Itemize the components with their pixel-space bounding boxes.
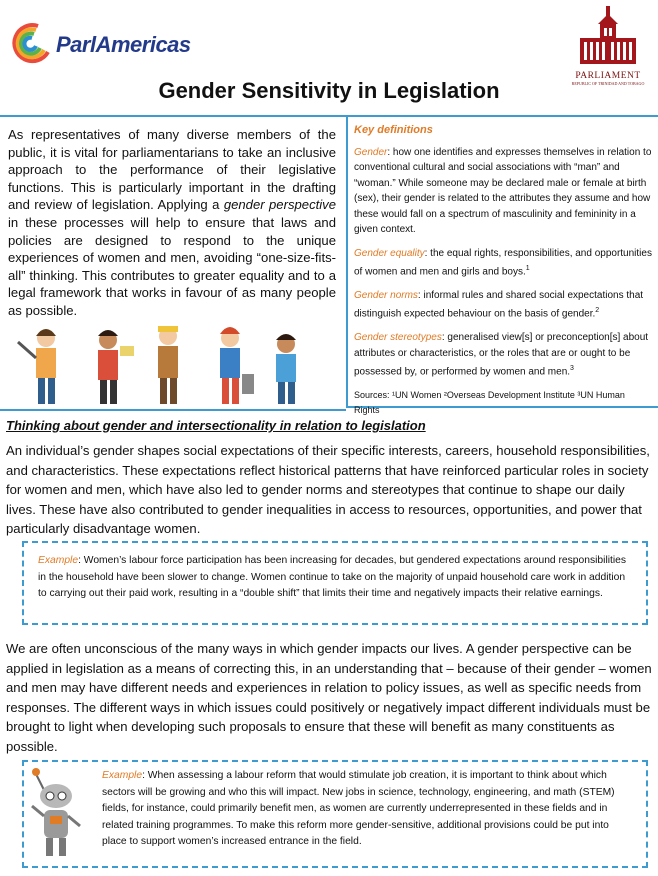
definition-text: : informal rules and shared social expectations that distinguish expected behaviour on the basis of gender. bbox=[354, 289, 644, 320]
footnote-marker: 3 bbox=[570, 365, 574, 373]
intro-part1: As representatives of many diverse members of the public, it is vital for parliamentarians to take an inclusive approach to the performance of their legislative functions. This is particularly important in the drafting and review of legislation. Applying a bbox=[8, 127, 336, 213]
definition-gender bbox=[354, 145, 652, 238]
definition-text: : the equal rights, responsibilities, and opportunities of women and men and girls and boys. bbox=[354, 247, 652, 278]
key-definitions-panel bbox=[346, 117, 658, 416]
section-paragraph-1: An individual’s gender shapes social expectations of their specific interests, careers, household responsibilities, and characteristics. These expectations reflect historical patterns that have reinforced particular roles in society for women and men, which have also led to gender norms and stereotypes that continue to shape our daily lives. These have also contributed to gender inequalities in access to resources, opportunities, and power that particularly disadvantage women. bbox=[6, 443, 650, 536]
definition-term: Gender norms bbox=[354, 289, 418, 301]
intro-emphasis: gender perspective bbox=[223, 197, 336, 213]
workers-illustration bbox=[8, 318, 338, 410]
definition-sources: Sources: ¹UN Women ²Overseas Development Institute ³UN Human Rights bbox=[354, 389, 625, 416]
definition-gender-norms bbox=[354, 288, 652, 322]
parlamericas-logo bbox=[8, 18, 208, 68]
section-heading: Thinking about gender and intersectionality in relation to legislation bbox=[6, 418, 426, 433]
intro-part2: in these processes will help to ensure that laws and policies are designed to respond to the unique experiences of women and men, avoiding “one-size-fits-all” thinking. This contributes to greater equality and to a legal framework that works in favour of as many people as possible. bbox=[8, 214, 336, 318]
footnote-marker: 1 bbox=[525, 265, 530, 272]
robot-icon bbox=[26, 766, 86, 862]
example-text: : Women’s labour force participation has been increasing for decades, but gendered expectations around responsibilities in the household have been slower to change. Women continue to take on the majority of unpaid household care work in addition to carrying out their paid work, resulting in a “double shift” that limits their time and negatively impacts their relative earnings. bbox=[38, 555, 627, 599]
example-box-2 bbox=[22, 760, 648, 868]
definition-term: Gender equality bbox=[354, 247, 425, 259]
section-paragraph-2: We are often unconscious of the many ways in which gender impacts our lives. A gender perspective can be applied in legislation as a means of correcting this, in an understanding that – because of their gender – women and men may have different needs and experiences in relation to policy issues, as well as specific needs from responses. The different ways in which issues could positively or negatively impact different individuals must be brought to light when developing such proposals to ensure that these will benefit as many constituents as possible. bbox=[6, 641, 652, 754]
logo-text: ParlAmericas bbox=[56, 32, 191, 57]
parliament-building-icon bbox=[576, 4, 640, 68]
worker-figure-1 bbox=[18, 329, 56, 404]
parliament-logo bbox=[570, 4, 646, 88]
page-title: Gender Sensitivity in Legislation bbox=[158, 78, 500, 103]
example-label: Example bbox=[102, 770, 143, 781]
parliament-sub: REPUBLIC OF TRINIDAD AND TOBAGO bbox=[571, 81, 645, 86]
parlamericas-arc-icon bbox=[8, 18, 54, 64]
intro-paragraph bbox=[8, 126, 336, 320]
definition-text: : how one identifies and expresses themselves in relation to conventional cultural and social associations with “man” and “woman.” While someone may be declared male or female at birth (sex), their gender is related to the attributes they assume and how these would fall on a spectrum of masculinity and femininity in a given context. bbox=[354, 146, 652, 235]
definition-term: Gender stereotypes bbox=[354, 332, 442, 344]
footnote-marker: 2 bbox=[595, 307, 600, 315]
definition-text: : generalised view[s] or preconception[s] about attributes or characteristics, or the roles that are or ought to be possessed by, or performed by women and men. bbox=[354, 332, 649, 378]
section-divider bbox=[0, 409, 346, 411]
worker-figure-4 bbox=[220, 327, 254, 404]
example-box-1 bbox=[22, 541, 648, 625]
definition-term: Gender bbox=[354, 146, 388, 158]
parliament-label: PARLIAMENT bbox=[575, 71, 641, 81]
key-definitions-heading: Key definitions bbox=[354, 124, 433, 136]
definition-gender-equality bbox=[354, 246, 652, 280]
worker-figure-3 bbox=[158, 326, 178, 404]
definition-gender-stereotypes bbox=[354, 330, 652, 380]
worker-figure-2 bbox=[98, 330, 134, 404]
example-label: Example bbox=[38, 555, 79, 566]
worker-figure-5 bbox=[276, 334, 296, 404]
example-text: : When assessing a labour reform that would stimulate job creation, it is important to think about which sectors will be growing and who this will impact. New jobs in science, technology, engineering, and math (STEM) fields, for instance, could primarily benefit men, as women are currently underrepresented in these fields and in related training programmes. To make this reform more gender-sensitive, additional provisions could be put into place to support women’s increased entrance in the field. bbox=[102, 770, 615, 847]
